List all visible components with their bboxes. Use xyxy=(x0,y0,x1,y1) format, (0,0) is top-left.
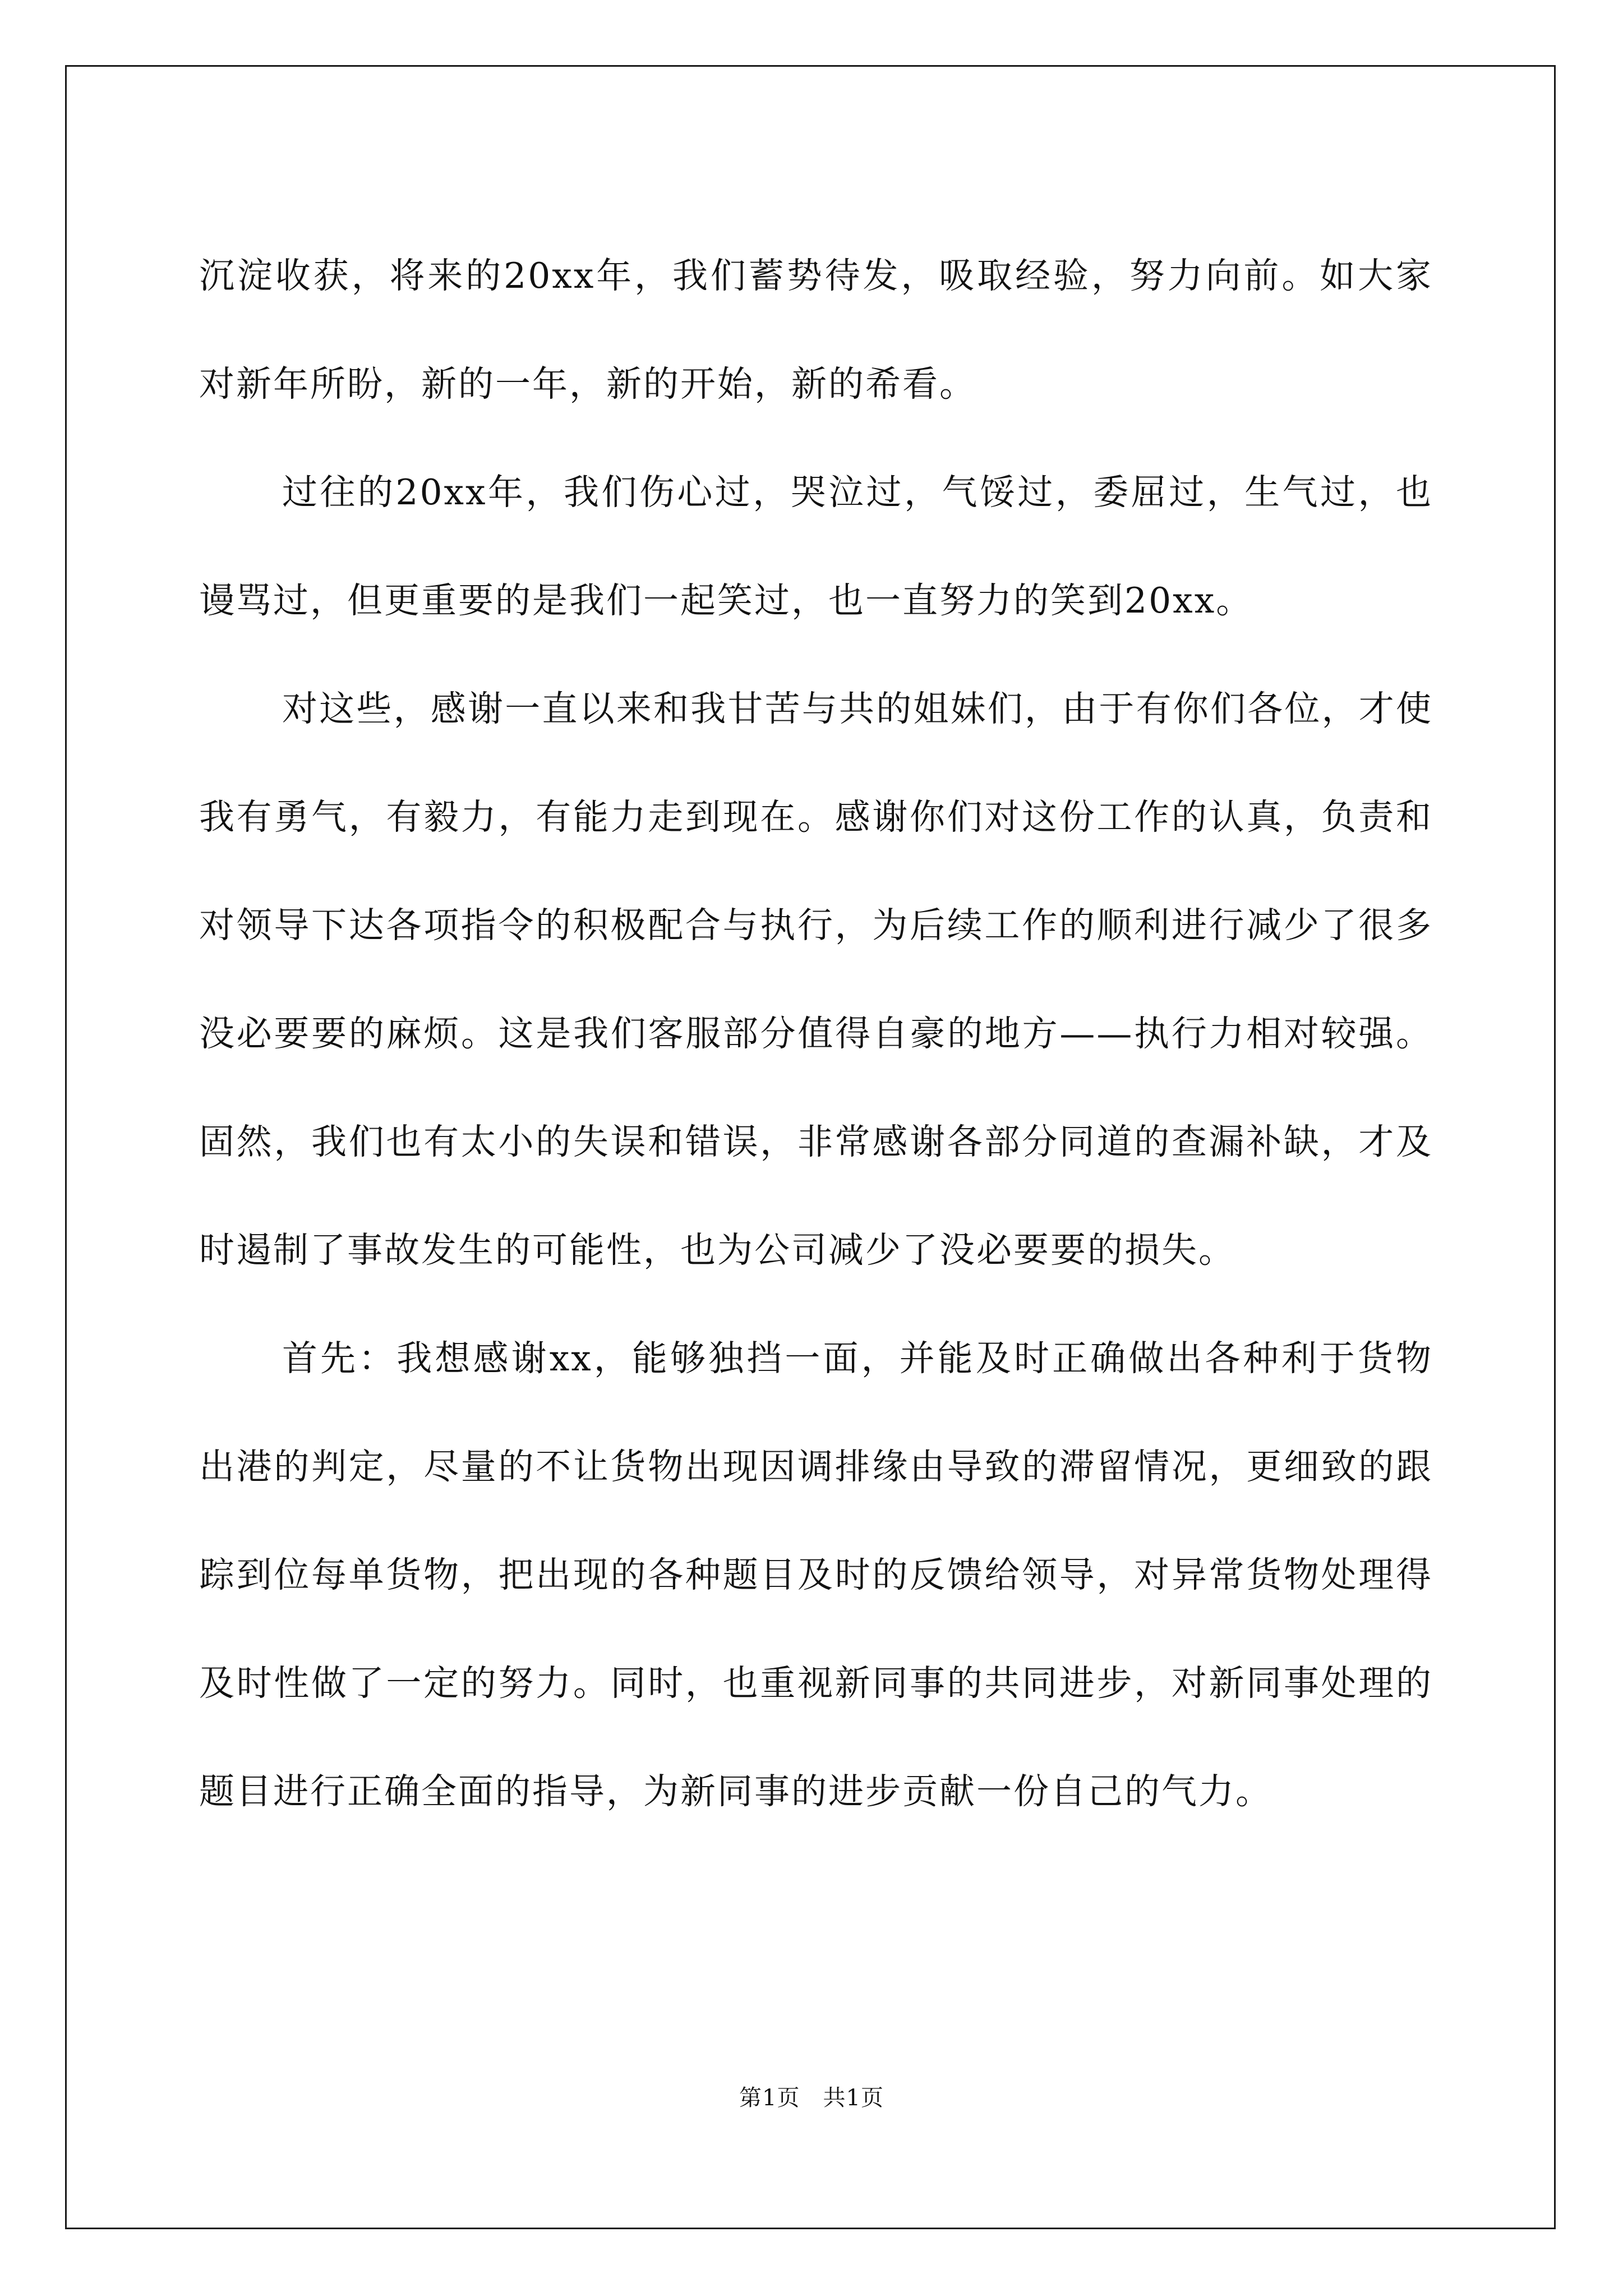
document-body xyxy=(199,222,1433,1846)
paragraph-1: 沉淀收获，将来的20xx年，我们蓄势待发，吸取经验，努力向前。如大家对新年所盼，新的一年，新的开始，新的希看。 xyxy=(199,255,1433,404)
paragraph-2: 过往的20xx年，我们伤心过，哭泣过，气馁过，委屈过，生气过，也谩骂过，但更重要的是我们一起笑过，也一直努力的笑到20xx。 xyxy=(199,472,1433,621)
paragraph-3: 对这些，感谢一直以来和我甘苦与共的姐妹们，由于有你们各位，才使我有勇气，有毅力，有能力走到现在。感谢你们对这份工作的认真，负责和对领导下达各项指令的积极配合与执行，为后续工作的顺利进行减少了很多没必要要的麻烦。这是我们客服部分值得自豪的地方——执行力相对较强。固然，我们也有太小的失误和错误，非常感谢各部分同道的查漏补缺，才及时遏制了事故发生的可能性，也为公司减少了没必要要的损失。 xyxy=(199,688,1433,1271)
paragraph-4: 首先：我想感谢xx，能够独挡一面，并能及时正确做出各种利于货物出港的判定，尽量的不让货物出现因调排缘由导致的滞留情况，更细致的跟踪到位每单货物，把出现的各种题目及时的反馈给领导，对异常货物处理得及时性做了一定的努力。同时，也重视新同事的共同进步，对新同事处理的题目进行正确全面的指导，为新同事的进步贡献一份自己的气力。 xyxy=(199,1338,1433,1812)
page-footer: 第1页 共1页 xyxy=(739,2085,884,2111)
